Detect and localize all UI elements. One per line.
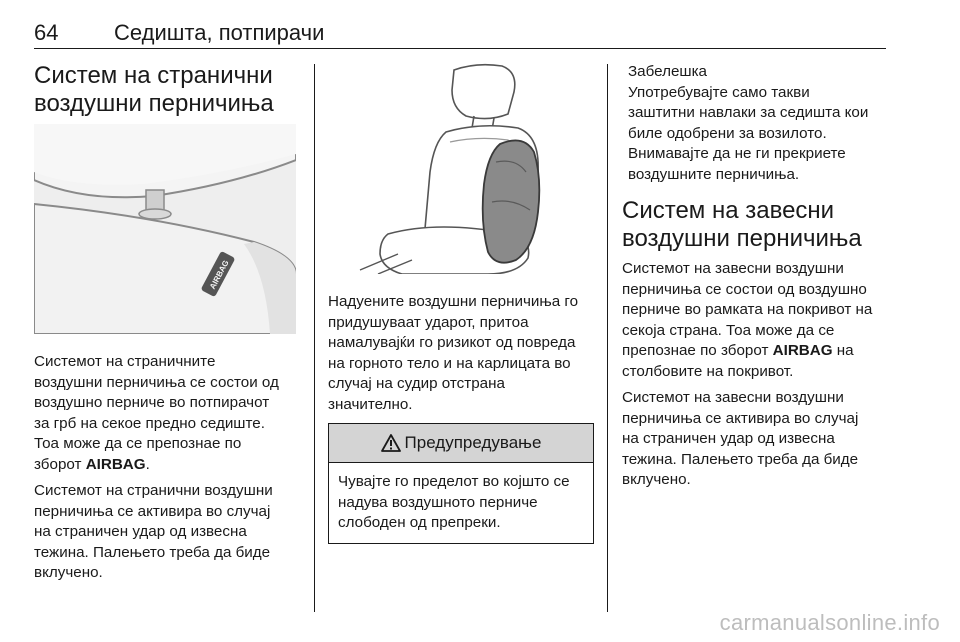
watermark: carmanualsonline.info bbox=[719, 610, 940, 635]
warning-box bbox=[328, 423, 594, 544]
warning-header bbox=[329, 424, 593, 463]
airbag-keyword: AIRBAG bbox=[85, 455, 146, 473]
page-number: 64 bbox=[34, 20, 59, 45]
note-title: Забелешка bbox=[628, 63, 708, 80]
column-2 bbox=[328, 62, 594, 544]
note-block bbox=[628, 62, 888, 185]
column-divider bbox=[607, 64, 608, 612]
airbag-keyword: AIRBAG bbox=[772, 342, 833, 359]
side-airbag-seat-illustration bbox=[34, 124, 296, 334]
section-heading-curtain-airbags: Систем на завесни воздушни перничиња bbox=[622, 197, 862, 252]
column-3 bbox=[622, 62, 888, 491]
warning-text: Чувајте го пределот во којшто се надува воздушното перниче слободен од препреки. bbox=[338, 473, 570, 531]
side-airbag-description: Системот на страничните воздушни перничиња се состои од воздушно перниче во потпирачот за грб на секое предно седиште. Тоа може да се препознае по зборот AIRBAG. bbox=[34, 353, 279, 473]
running-title: Седишта, потпирачи bbox=[114, 20, 325, 45]
column-divider bbox=[314, 64, 315, 612]
curtain-airbag-description: Системот на завесни воздушни перничиња се состои од воздушно перниче во рамката на покривот на секоја страна. Тоа може да се препознае по зборот AIRBAG на столбовите на покривот. bbox=[622, 260, 873, 380]
curtain-airbag-activation: Системот на завесни воздушни перничиња се активира во случај на страничен удар од извесна тежина. Палењето треба да биде вклучено. bbox=[622, 389, 859, 488]
side-airbag-activation: Системот на странични воздушни перничиња се активира во случај на страничен удар од извесна тежина. Палењето треба да биде вклучено. bbox=[34, 482, 273, 581]
inflated-airbag-seat-illustration bbox=[328, 62, 594, 274]
note-text: Употребувајте само такви заштитни навлаки за седишта кои биле одобрени за возилото. Внимавајте да не ги прекриете воздушните перничиња. bbox=[628, 83, 869, 183]
airbag-badge-label: AIRBAG bbox=[207, 258, 231, 291]
warning-triangle-icon bbox=[381, 434, 401, 452]
warning-title: Предупредување bbox=[404, 433, 542, 452]
inflated-airbag-caption: Надуените воздушни перничиња го придушуваат ударот, притоа намалувајќи го ризикот од повреда на горното тело и на карлицата во случај на судир отстрана значително. bbox=[328, 293, 579, 413]
page-header bbox=[34, 8, 886, 49]
section-heading-side-airbags: Систем на странични воздушни перничиња bbox=[34, 62, 274, 117]
column-1 bbox=[34, 62, 296, 584]
